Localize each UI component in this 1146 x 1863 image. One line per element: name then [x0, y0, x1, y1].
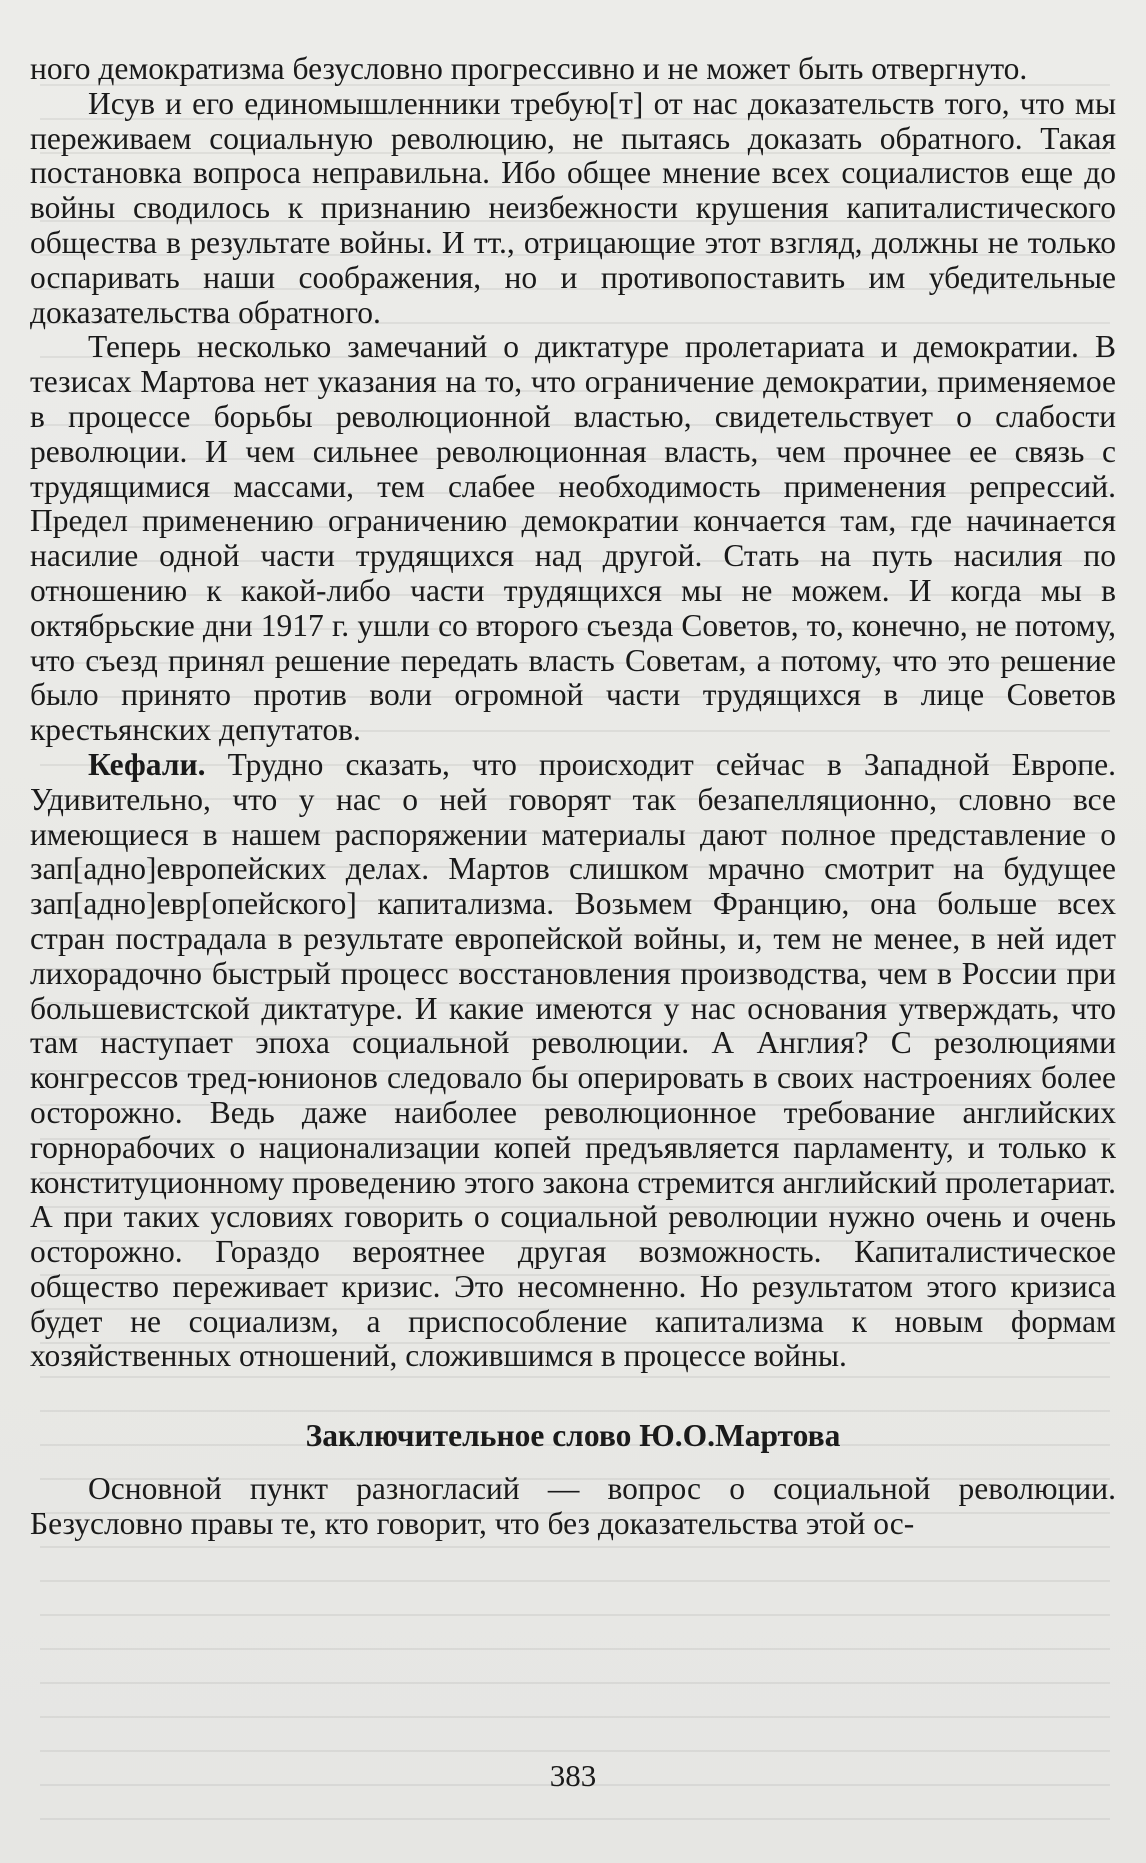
section-heading: Заключительное слово Ю.О.Мартова	[305, 1418, 841, 1454]
paragraph-isuv: Исув и его единомышленники требую[т] от нас доказательств того, что мы переживаем социальную революцию, не пытаясь доказать обратного. Такая постановка вопроса неправильна. Ибо общее мнение всех социалистов еще до войны сводилось к признанию неизбежности крушения капиталистического общества в результате войны. И тт., отрицающие этот взгляд, должны не только оспаривать наши соображения, но и противопоставить им убедительные доказательства обратного.	[30, 85, 1116, 330]
speaker-name: Кефали.	[88, 746, 206, 782]
paragraph-kefali	[30, 748, 1116, 1374]
paragraph-closing-word: Основной пункт разногласий — вопрос о социальной революции. Безусловно правы те, кто говорит, что без доказательства этой ос-	[30, 1471, 1116, 1541]
page-body	[30, 52, 1116, 1542]
paragraph-continuation: ного демократизма безусловно прогрессивно и не может быть отвергнуто.	[30, 51, 1028, 86]
speaker-speech: Трудно сказать, что происходит сейчас в Западной Европе. Удивительно, что у нас о ней говорят так безапелляционно, словно все имеющиеся в нашем распоряжении материалы дают полное представление о зап[адно]европейских делах. Мартов слишком мрачно смотрит на будущее зап[адно]евр[опейского] капитализма. Возьмем Францию, она больше всех стран пострадала в результате европейской войны, и, тем не менее, в ней идет лихорадочно быстрый процесс восстановления производства, чем в России при большевистской диктатуре. И какие имеются у нас основания утверждать, что там наступает эпоха социальной революции. А Англия? С резолюциями конгрессов тред-юнионов следовало бы оперировать в своих настроениях более осторожно. Ведь даже наиболее революционное требование английских горнорабочих о национализации копей предъявляется парламенту, и только к конституционному проведению этого закона стремится английский пролетариат. А при таких условиях говорить о социальной революции нужно очень и очень осторожно. Гораздо вероятнее другая возможность. Капиталистическое общество переживает кризис. Это несомненно. Но результатом этого кризиса будет не социализм, а приспособление капитализма к новым формам хозяйственных отношений, сложившимся в процессе войны.	[30, 746, 1116, 1374]
page-number: 383	[549, 1758, 597, 1793]
paragraph-dictatorship: Теперь несколько замечаний о диктатуре пролетариата и демократии. В тезисах Мартова нет указания на то, что ограничение демократии, применяемое в процессе борьбы революционной властью, свидетельствует о слабости революции. И чем сильнее революционная власть, чем прочнее ее связь с трудящимися массами, тем слабее необходимость применения репрессий. Предел применению ограничению демократии кончается там, где начинается насилие одной части трудящихся над другой. Стать на путь насилия по отношению к какой-либо части трудящихся мы не можем. И когда мы в октябрьские дни 1917 г. ушли со второго съезда Советов, то, конечно, не потому, что съезд принял решение передать власть Советам, а потому, что это решение было принято против воли огромной части трудящихся в лице Советов крестьянских депутатов.	[30, 329, 1116, 748]
